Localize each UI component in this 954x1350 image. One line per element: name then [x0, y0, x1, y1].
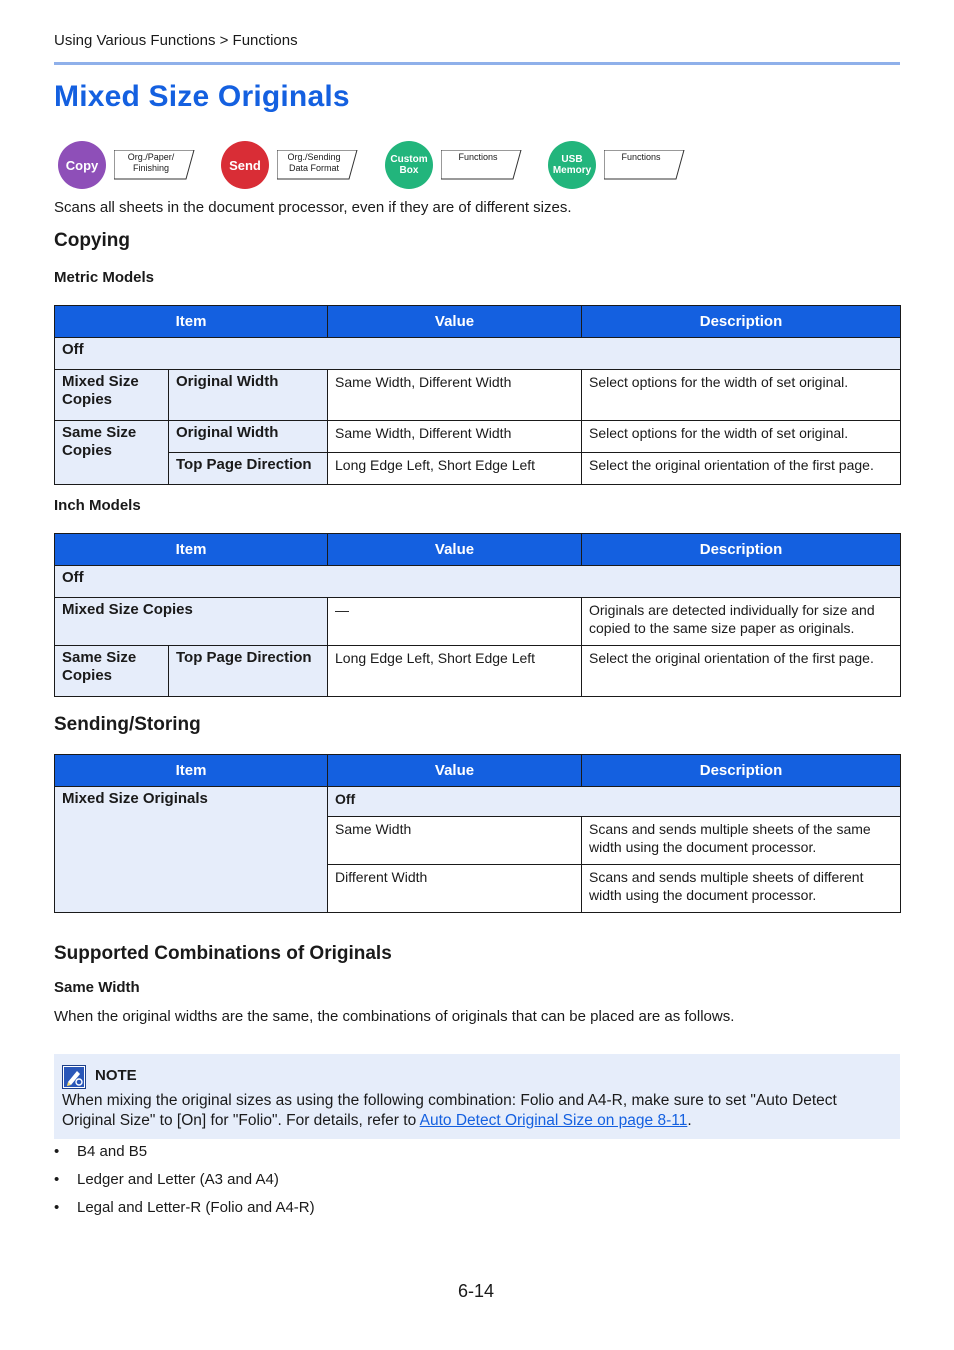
row-item: Mixed Size Originals — [55, 787, 328, 913]
same-width-heading: Same Width — [54, 979, 140, 996]
off-option: Off — [55, 566, 901, 598]
row-value: Different Width — [328, 865, 582, 913]
note-icon — [62, 1065, 86, 1089]
header-value: Value — [328, 306, 582, 338]
custom-box-function-tag — [441, 150, 521, 178]
row-description: Select the original orientation of the first page. — [582, 453, 901, 485]
badge-line: Memory — [552, 165, 592, 176]
off-option: Off — [55, 338, 901, 370]
usb-memory-badge — [548, 141, 596, 189]
note-label: NOTE — [95, 1067, 137, 1084]
row-value: Long Edge Left, Short Edge Left — [328, 646, 582, 697]
table-row — [55, 421, 901, 453]
inch-models-heading: Inch Models — [54, 497, 141, 514]
tag-line: Data Format — [288, 163, 339, 173]
supported-combinations-heading: Supported Combinations of Originals — [54, 943, 392, 964]
row-group: Mixed Size Copies — [55, 370, 169, 421]
intro-text: Scans all sheets in the document processor, even if they are of different sizes. — [54, 199, 572, 216]
row-value: Same Width, Different Width — [328, 370, 582, 421]
row-description: Scans and sends multiple sheets of the same width using the document processor. — [582, 817, 901, 865]
table-row — [55, 370, 901, 421]
tag-line: Org./Paper/ — [127, 152, 175, 162]
tag-line: Finishing — [132, 163, 170, 173]
metric-models-heading: Metric Models — [54, 269, 155, 286]
copy-badge — [58, 141, 106, 189]
header-description: Description — [582, 755, 901, 787]
send-badge — [221, 141, 269, 189]
list-item: • Legal and Letter-R (Folio and A4-R) — [54, 1198, 315, 1226]
table-header-row — [55, 306, 901, 338]
row-description: Scans and sends multiple sheets of different width using the document processor. — [582, 865, 901, 913]
badge-line: USB — [561, 154, 583, 165]
note-text-end: . — [687, 1112, 692, 1129]
header-item: Item — [55, 534, 328, 566]
copy-badge-label: Copy — [65, 157, 99, 173]
copying-heading: Copying — [54, 230, 130, 251]
row-description: Select options for the width of set original. — [582, 370, 901, 421]
row-group: Same Size Copies — [55, 646, 169, 697]
custom-box-badge — [385, 141, 433, 189]
row-group: Same Size Copies — [55, 421, 169, 485]
inch-models-table — [54, 533, 901, 697]
row-value: Same Width — [328, 817, 582, 865]
header-description: Description — [582, 306, 901, 338]
row-item: Top Page Direction — [169, 453, 328, 485]
header-rule — [54, 62, 900, 65]
combinations-text: When the original widths are the same, the combinations of originals that can be placed are as follows. — [54, 1008, 735, 1025]
tag-line: Functions — [458, 152, 498, 162]
list-item: • B4 and B5 — [54, 1142, 315, 1170]
auto-detect-original-size-link[interactable]: Auto Detect Original Size on page 8-11 — [419, 1112, 688, 1129]
breadcrumb: Using Various Functions > Functions — [54, 32, 298, 49]
note-box — [54, 1054, 900, 1139]
page-title: Mixed Size Originals — [54, 80, 350, 113]
row-description: Select the original orientation of the first page. — [582, 646, 901, 697]
send-function-tag — [277, 150, 357, 178]
tag-line: Org./Sending — [287, 152, 341, 162]
sending-storing-heading: Sending/Storing — [54, 714, 201, 735]
combinations-list — [54, 1142, 315, 1226]
header-value: Value — [328, 755, 582, 787]
table-row — [55, 453, 901, 485]
row-item: Original Width — [169, 421, 328, 453]
sending-storing-table — [54, 754, 901, 913]
list-item: • Ledger and Letter (A3 and A4) — [54, 1170, 315, 1198]
send-badge-label: Send — [229, 157, 261, 173]
note-text-body: When mixing the original sizes as using the following combination: Folio and A4-R, make sure to set "Auto Detect Original Size" to [On] for "Folio". For details, refer to — [62, 1092, 837, 1129]
row-item: Original Width — [169, 370, 328, 421]
table-header-row — [55, 755, 901, 787]
row-value: Long Edge Left, Short Edge Left — [328, 453, 582, 485]
table-row — [55, 787, 901, 817]
usb-memory-function-tag — [604, 150, 684, 178]
row-description: Originals are detected individually for size and copied to the same size paper as originals. — [582, 598, 901, 646]
copy-function-tag — [114, 150, 194, 178]
row-value: Same Width, Different Width — [328, 421, 582, 453]
table-row — [55, 598, 901, 646]
header-item: Item — [55, 755, 328, 787]
table-row — [55, 566, 901, 598]
tag-line: Functions — [621, 152, 661, 162]
table-row — [55, 646, 901, 697]
table-header-row — [55, 534, 901, 566]
badge-line: Custom — [390, 154, 428, 165]
table-row — [55, 338, 901, 370]
row-description: Select options for the width of set original. — [582, 421, 901, 453]
header-item: Item — [55, 306, 328, 338]
note-text — [62, 1091, 887, 1131]
page-number: 6-14 — [458, 1281, 495, 1301]
off-option: Off — [328, 787, 901, 817]
metric-models-table — [54, 305, 901, 485]
header-value: Value — [328, 534, 582, 566]
badge-line: Box — [399, 165, 419, 176]
row-item: Mixed Size Copies — [55, 598, 328, 646]
row-item: Top Page Direction — [169, 646, 328, 697]
row-value: — — [328, 598, 582, 646]
header-description: Description — [582, 534, 901, 566]
